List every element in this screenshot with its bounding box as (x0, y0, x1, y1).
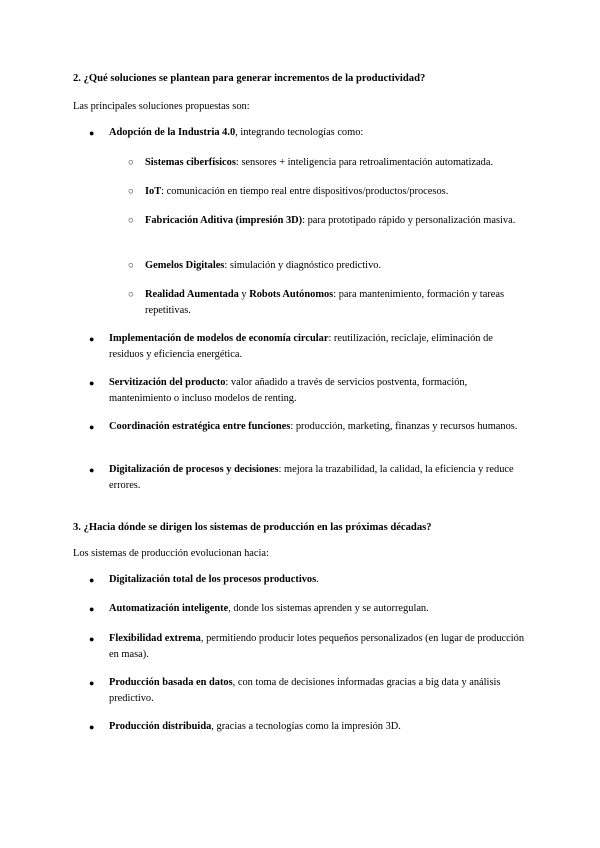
section-2-heading: 2. ¿Qué soluciones se plantean para generar incrementos de la productividad? (73, 73, 426, 84)
item-term: Flexibilidad extrema (109, 633, 201, 644)
sub-list-item (128, 258, 523, 274)
list-item (89, 331, 529, 363)
bullet-icon: ● (89, 465, 95, 475)
circle-bullet-icon: ○ (128, 261, 134, 271)
list-item (89, 419, 529, 435)
item-text: : reutilización, reciclaje, eliminación de residuos y eficiencia energética. (109, 333, 493, 360)
section-3-intro: Los sistemas de producción evolucionan hacia: (73, 548, 269, 559)
item-text: , con toma de decisiones informadas gracias a big data y análisis predictivo. (109, 677, 501, 704)
item-text: . (316, 574, 319, 585)
item-text: : valor añadido a través de servicios postventa, formación, mantenimiento o incluso modelos de renting. (109, 377, 468, 404)
bullet-icon: ● (89, 722, 95, 732)
item-text: : comunicación en tiempo real entre dispositivos/productos/procesos. (161, 186, 449, 197)
item-connector: y (238, 289, 250, 300)
list-item (89, 631, 529, 663)
list-item (89, 125, 529, 141)
list-item (89, 462, 529, 494)
item-term: Adopción de la Industria 4.0 (109, 127, 236, 138)
item-term: IoT (145, 186, 162, 197)
item-term: Servitización del producto (109, 377, 226, 388)
item-term: Implementación de modelos de economía circular (109, 333, 329, 344)
item-term: Automatización inteligente (109, 603, 229, 614)
bullet-icon: ● (89, 604, 95, 614)
item-term: Coordinación estratégica entre funciones (109, 421, 291, 432)
list-item (89, 675, 529, 707)
sub-list-item (128, 155, 523, 171)
item-text: : simulación y diagnóstico predictivo. (224, 260, 382, 271)
bullet-icon: ● (89, 334, 95, 344)
bullet-icon: ● (89, 634, 95, 644)
circle-bullet-icon: ○ (128, 290, 134, 300)
item-term: Producción distribuida (109, 721, 212, 732)
bullet-icon: ● (89, 575, 95, 585)
bullet-icon: ● (89, 678, 95, 688)
item-text: : para mantenimiento, formación y tareas repetitivas. (145, 289, 505, 316)
item-term: Digitalización total de los procesos productivos (109, 574, 317, 585)
item-text: : producción, marketing, finanzas y recursos humanos. (290, 421, 518, 432)
circle-bullet-icon: ○ (128, 187, 134, 197)
sub-list-item (128, 184, 523, 200)
sub-list-item (128, 287, 523, 319)
bullet-icon: ● (89, 422, 95, 432)
item-text: , integrando tecnologías como: (235, 127, 364, 138)
list-item (89, 572, 529, 588)
bullet-icon: ● (89, 128, 95, 138)
list-item (89, 719, 529, 735)
sub-list-item (128, 213, 523, 229)
item-term: Digitalización de procesos y decisiones (109, 464, 279, 475)
item-term: Realidad Aumentada (145, 289, 239, 300)
list-item (89, 375, 529, 407)
circle-bullet-icon: ○ (128, 158, 134, 168)
item-text: : para prototipado rápido y personalización masiva. (302, 215, 516, 226)
item-term: Gemelos Digitales (145, 260, 225, 271)
item-term: Fabricación Aditiva (impresión 3D) (145, 215, 303, 226)
list-item (89, 601, 529, 617)
item-text: : mejora la trazabilidad, la calidad, la eficiencia y reduce errores. (109, 464, 514, 491)
item-text: , gracias a tecnologías como la impresión 3D. (211, 721, 401, 732)
bullet-icon: ● (89, 378, 95, 388)
section-3-heading: 3. ¿Hacia dónde se dirigen los sistemas de producción en las próximas décadas? (73, 522, 432, 533)
section-2-intro: Las principales soluciones propuestas son: (73, 101, 250, 112)
circle-bullet-icon: ○ (128, 216, 134, 226)
item-term: Producción basada en datos (109, 677, 233, 688)
item-text: : sensores + inteligencia para retroalimentación automatizada. (235, 157, 494, 168)
item-term: Sistemas ciberfísicos (145, 157, 236, 168)
item-term-2: Robots Autónomos (249, 289, 334, 300)
item-text: , donde los sistemas aprenden y se autorregulan. (228, 603, 429, 614)
item-text: , permitiendo producir lotes pequeños personalizados (en lugar de producción en masa). (109, 633, 525, 660)
